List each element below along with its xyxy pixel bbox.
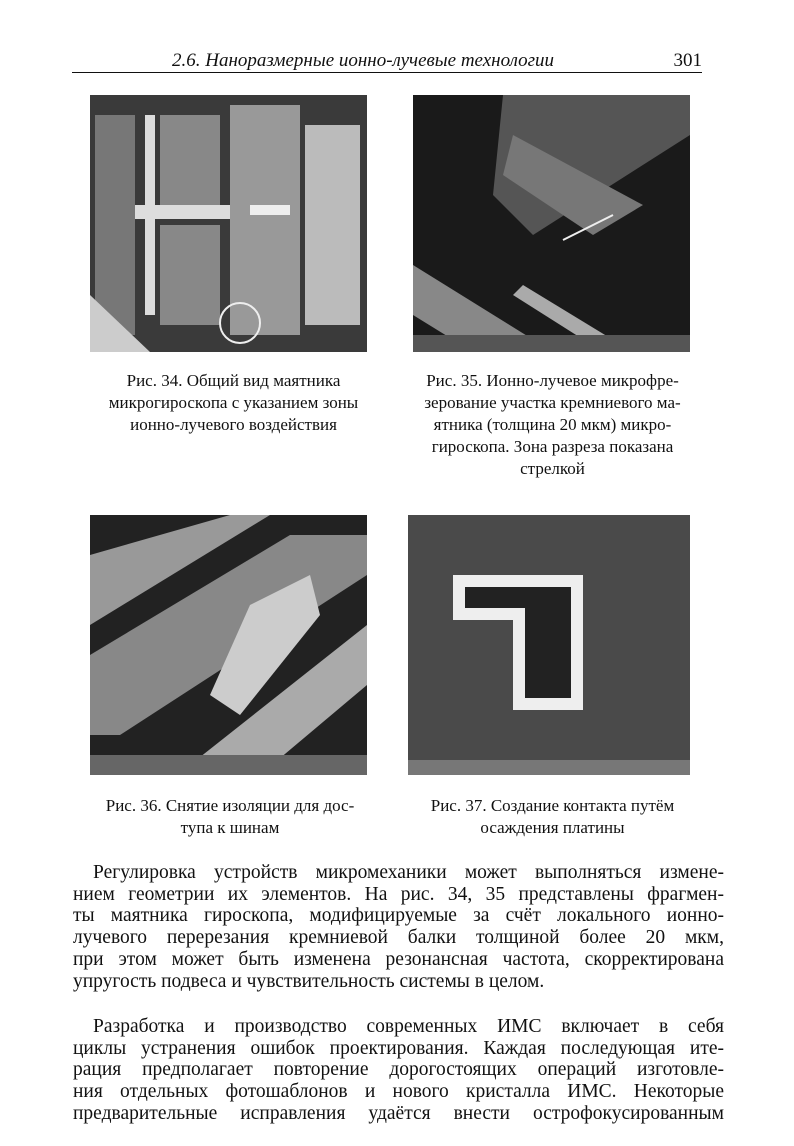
text-line: лучевого перерезания кремниевой балки толщиной более 20 мкм, [73,927,724,949]
text-line: при этом может быть изменена резонансная частота, скорректирована [73,948,724,970]
figure-34-caption [90,370,377,436]
figure-35-caption [405,370,700,480]
text-line: Регулировка устройств микромеханики может выполняться измене- [93,862,724,883]
figure-35-image [413,95,690,352]
paragraph-2 [73,1016,724,1125]
caption-line: ионно-лучевого воздействия [130,415,337,434]
text-line: предварительные исправления удаётся внести острофокусированным [73,1102,724,1124]
section-title: 2.6. Наноразмерные ионно-лучевые технологии [172,50,555,71]
caption-line: стрелкой [520,459,585,478]
paragraph-1 [73,862,724,992]
text-line: нием геометрии их элементов. На рис. 34, 35 представлены фрагмен- [73,883,724,905]
caption-line: Рис. 36. Снятие изоляции для дос- [105,796,355,815]
text-line: циклы устранения ошибок проектирования. Каждая последующая ите- [73,1037,724,1059]
figure-36-caption [80,795,380,839]
caption-line: Рис. 35. Ионно-лучевое микрофре- [426,371,679,390]
figure-34-image [90,95,367,352]
text-line: рация предполагает повторение дорогостоящих операций изготовле- [73,1059,724,1081]
caption-line: осаждения платины [480,818,625,837]
text-line: ты маятника гироскопа, модифицируемые за счёт локального ионно- [73,905,724,927]
text-line: Разработка и производство современных ИМС включает в себя [93,1016,724,1037]
caption-line: Рис. 34. Общий вид маятника [126,371,341,390]
page-number: 301 [673,50,702,71]
running-header [72,50,702,73]
caption-line: микрогироскопа с указанием зоны [108,393,359,412]
caption-line: ятника (толщина 20 мкм) микро- [433,415,672,434]
text-line: упругость подвеса и чувствительность системы в целом. [73,970,545,992]
caption-line: Рис. 37. Создание контакта путём [430,796,675,815]
figure-36-image [90,515,367,775]
figure-37-image [408,515,690,775]
caption-line: тупа к шинам [180,818,280,837]
caption-line: зерование участка кремниевого ма- [424,393,681,412]
caption-line: гироскопа. Зона разреза показана [431,437,674,456]
text-line: ния отдельных фотошаблонов и нового кристалла ИМС. Некоторые [73,1081,724,1103]
figure-37-caption [400,795,705,839]
